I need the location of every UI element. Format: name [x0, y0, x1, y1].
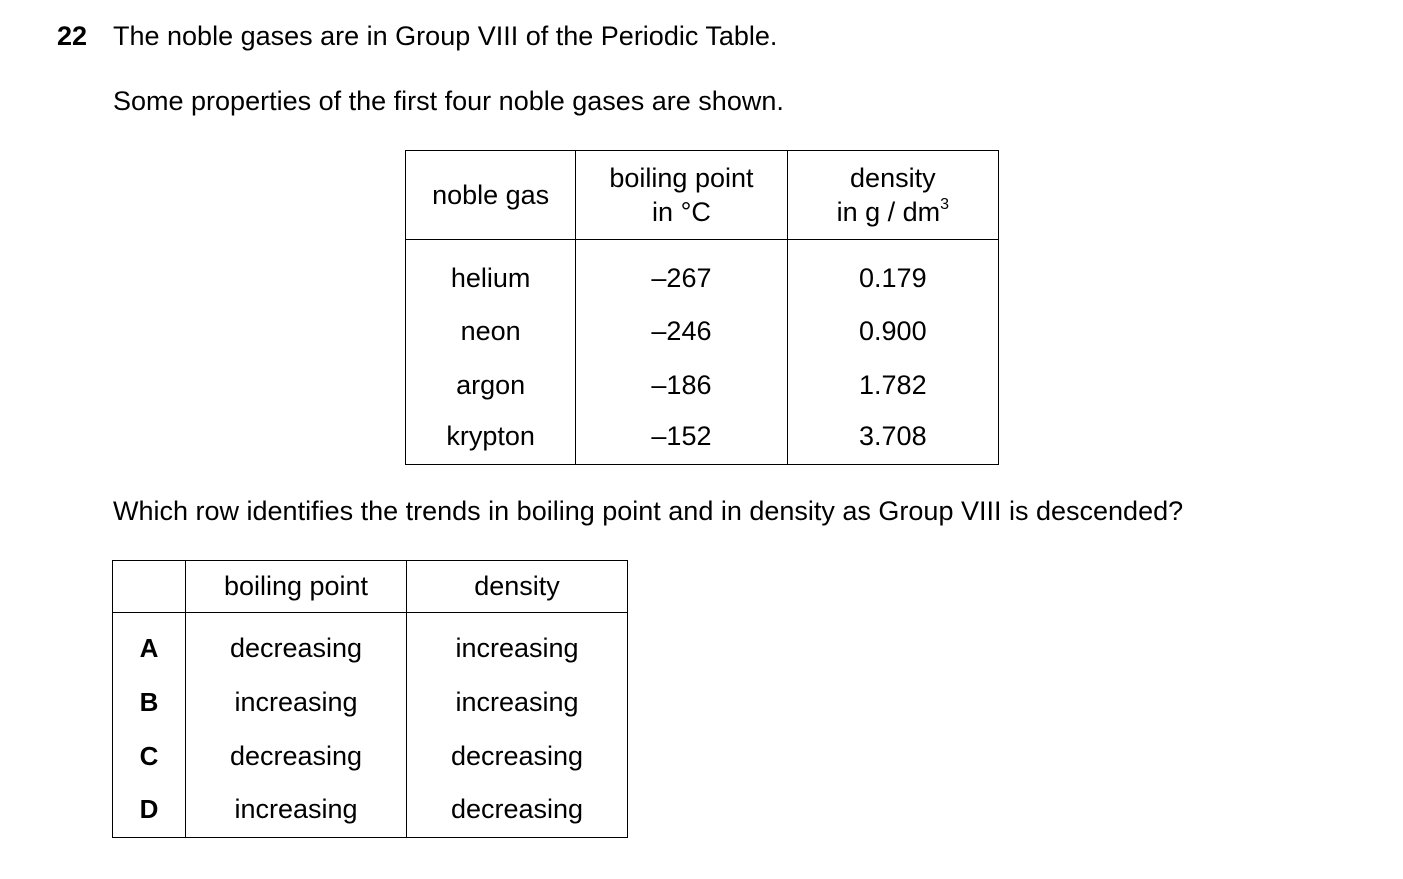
boiling-point-value: –152 [576, 412, 787, 465]
header-blank [113, 561, 186, 613]
density-value: 0.900 [787, 304, 998, 358]
noble-gas-properties-table [405, 150, 999, 465]
table-row [406, 412, 999, 465]
header-boiling-point-line2: in °C [652, 197, 711, 227]
table-row [406, 358, 999, 412]
answer-option-d[interactable] [113, 783, 628, 838]
answer-options-table [112, 560, 628, 838]
header-boiling-point [576, 151, 787, 240]
boiling-point-value: –186 [576, 358, 787, 412]
option-letter: A [113, 613, 186, 676]
question-number: 22 [57, 21, 88, 51]
boiling-point-value: –246 [576, 304, 787, 358]
header-density-line2: in g / dm [836, 197, 941, 227]
option-density: decreasing [407, 783, 628, 838]
gas-name: helium [406, 240, 576, 305]
header-density-line1: density [850, 163, 936, 193]
gas-name: krypton [406, 412, 576, 465]
answers-header-row [113, 561, 628, 613]
header-boiling-point-line1: boiling point [609, 163, 754, 193]
answer-option-a[interactable] [113, 613, 628, 676]
header-boiling-point: boiling point [186, 561, 407, 613]
option-boiling-point: decreasing [186, 729, 407, 783]
table-row [406, 304, 999, 358]
option-boiling-point: decreasing [186, 613, 407, 676]
option-density: increasing [407, 675, 628, 729]
answer-option-c[interactable] [113, 729, 628, 783]
answer-option-b[interactable] [113, 675, 628, 729]
density-value: 0.179 [787, 240, 998, 305]
option-boiling-point: increasing [186, 675, 407, 729]
boiling-point-value: –267 [576, 240, 787, 305]
density-value: 3.708 [787, 412, 998, 465]
option-letter: C [113, 729, 186, 783]
question-intro: The noble gases are in Group VIII of the Periodic Table. [113, 21, 778, 51]
table-row [406, 240, 999, 305]
header-noble-gas: noble gas [406, 151, 576, 240]
question-prompt: Which row identifies the trends in boiling point and in density as Group VIII is descended? [113, 496, 1184, 526]
option-boiling-point: increasing [186, 783, 407, 838]
option-letter: B [113, 675, 186, 729]
option-letter: D [113, 783, 186, 838]
header-density [787, 151, 998, 240]
option-density: increasing [407, 613, 628, 676]
gas-name: argon [406, 358, 576, 412]
properties-header-row [406, 151, 999, 240]
option-density: decreasing [407, 729, 628, 783]
header-density-exponent: 3 [940, 196, 950, 213]
density-value: 1.782 [787, 358, 998, 412]
header-density: density [407, 561, 628, 613]
gas-name: neon [406, 304, 576, 358]
question-lead: Some properties of the first four noble gases are shown. [113, 86, 784, 116]
